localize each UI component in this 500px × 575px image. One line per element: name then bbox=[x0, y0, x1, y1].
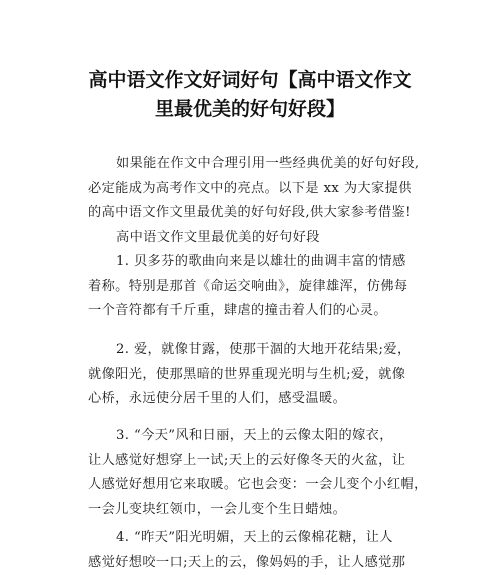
document-title-line-1: 高中语文作文好词好句【高中语文作文 bbox=[70, 66, 430, 95]
section-subheading: 高中语文作文里最优美的好句好段 bbox=[116, 226, 320, 251]
paragraph-line: 4. “昨天”阳光明媚，天上的云像棉花糖，让人 bbox=[116, 526, 393, 551]
paragraph-line: 感觉好想咬一口;天上的云，像妈妈的手，让人感觉那 bbox=[88, 551, 405, 575]
paragraph-line: 3. “今天”风和日丽，天上的云像太阳的嫁衣， bbox=[116, 424, 393, 449]
paragraph-line: 2. 爱，就像甘露，使那干涸的大地开花结果;爱， bbox=[116, 338, 411, 363]
paragraph-line: 人感觉好想用它来取暖。它也会变：一会儿变个小红帽， bbox=[88, 473, 428, 498]
intro-line: 必定能成为高考作文中的亮点。以下是 xx 为大家提供 bbox=[88, 177, 412, 202]
paragraph-line: 一个音符都有千斤重，肆虐的撞击着人们的心灵。 bbox=[88, 299, 387, 324]
paragraph-line: 让人感觉好想穿上一试;天上的云好像冬天的火盆，让 bbox=[88, 449, 405, 474]
paragraph-line: 就像阳光，使那黑暗的世界重现光明与生机;爱，就像 bbox=[88, 363, 405, 388]
intro-line: 的高中语文作文里最优美的好句好段,供大家参考借鉴! bbox=[88, 201, 411, 226]
paragraph-line: 着称。特别是那首《命运交响曲》，旋律雄浑，仿佛每 bbox=[88, 275, 408, 300]
document-title-line-2: 里最优美的好句好段】 bbox=[70, 95, 430, 124]
paragraph-line: 一会儿变块红领巾，一会儿变个生日蜡烛。 bbox=[88, 498, 346, 523]
paragraph-line: 心桥，永远使分居千里的人们，感受温暖。 bbox=[88, 387, 346, 412]
paragraph-line: 1. 贝多芬的歌曲向来是以雄壮的曲调丰富的情感 bbox=[116, 250, 406, 275]
intro-line: 如果能在作文中合理引用一些经典优美的好句好段, bbox=[116, 152, 420, 177]
